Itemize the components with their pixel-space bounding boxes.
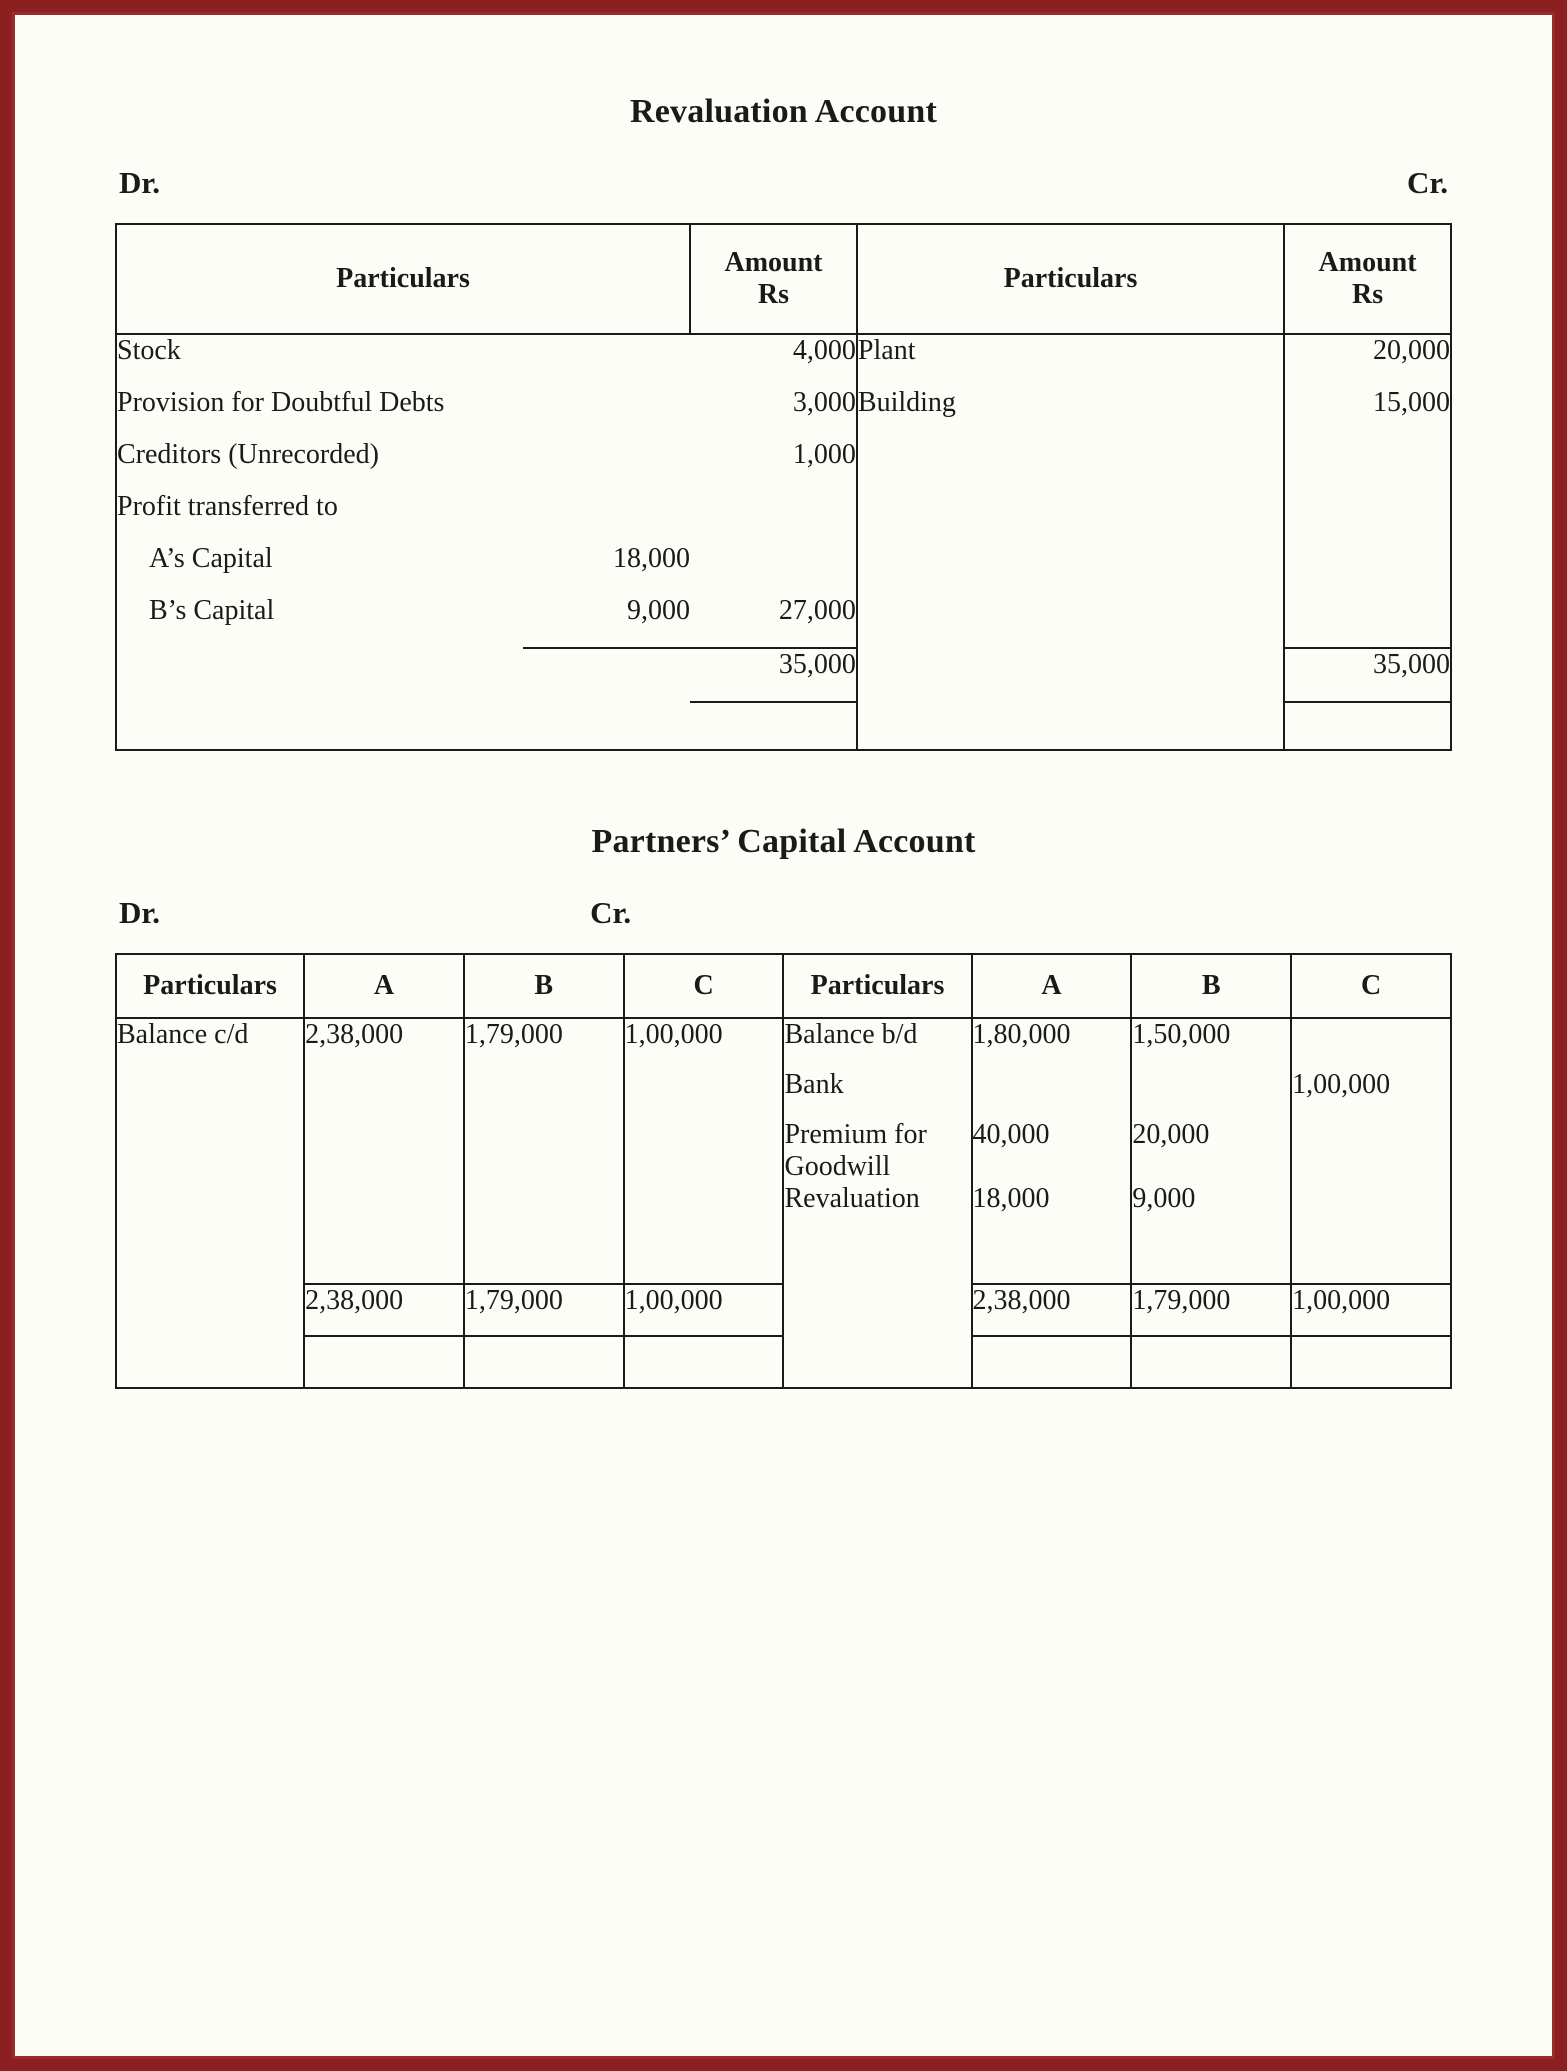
cap-cr-c-0 bbox=[1291, 1018, 1451, 1069]
capital-footer-row bbox=[116, 1336, 1451, 1388]
cap-dr-b-4 bbox=[464, 1233, 624, 1284]
amount-label-line1: Amount bbox=[724, 247, 823, 278]
rev-dr-inner-4: 18,000 bbox=[613, 543, 691, 574]
cap-footer-cell-3 bbox=[464, 1336, 624, 1388]
cap-total-dr-c: 1,00,000 bbox=[624, 1284, 784, 1336]
cap-cr-a-2: 40,000 bbox=[972, 1119, 1132, 1183]
cap-cr-particulars-0: Balance b/d bbox=[783, 1018, 971, 1069]
cap-dr-particulars-1 bbox=[116, 1069, 304, 1119]
rev-dr-particulars-0: Stock bbox=[116, 334, 523, 387]
revaluation-header-row bbox=[116, 224, 1451, 334]
rev-footer-cell-2 bbox=[523, 702, 690, 750]
cap-dr-b-1 bbox=[464, 1069, 624, 1119]
capital-drcr-labels bbox=[115, 895, 1452, 931]
table-row bbox=[116, 439, 1451, 491]
cap-cr-c-2 bbox=[1291, 1119, 1451, 1183]
rev-total-debit: 35,000 bbox=[690, 648, 857, 702]
rev-total-rule-cell bbox=[523, 648, 690, 702]
rev-cr-amount-4 bbox=[1284, 543, 1451, 595]
rev-dr-particulars-3: Profit transferred to bbox=[116, 491, 523, 543]
cap-cr-a-1 bbox=[972, 1069, 1132, 1119]
capital-account-table bbox=[115, 953, 1452, 1389]
cap-cr-particulars-2-line1: Premium for bbox=[784, 1119, 927, 1150]
revaluation-header-particulars-cr: Particulars bbox=[857, 224, 1284, 334]
table-row bbox=[116, 1069, 1451, 1119]
cap-footer-cell-5 bbox=[783, 1336, 971, 1388]
amount-cr-label-line1: Amount bbox=[1318, 247, 1417, 278]
cap-cr-b-0: 1,50,000 bbox=[1131, 1018, 1291, 1069]
rev-total-credit: 35,000 bbox=[1284, 648, 1451, 702]
rev-dr-amount-2: 1,000 bbox=[690, 439, 857, 491]
cap-total-dr-a: 2,38,000 bbox=[304, 1284, 464, 1336]
cap-cr-particulars-4 bbox=[783, 1233, 971, 1284]
capital-header-row bbox=[116, 954, 1451, 1018]
cap-total-cr-b: 1,79,000 bbox=[1131, 1284, 1291, 1336]
cap-dr-particulars-3 bbox=[116, 1183, 304, 1233]
cap-total-dr-b: 1,79,000 bbox=[464, 1284, 624, 1336]
cap-cr-b-2: 20,000 bbox=[1131, 1119, 1291, 1183]
table-row bbox=[116, 387, 1451, 439]
table-row bbox=[116, 1233, 1451, 1284]
cap-cr-c-3 bbox=[1291, 1183, 1451, 1233]
cap-dr-particulars-4 bbox=[116, 1233, 304, 1284]
rev-dr-particulars-2: Creditors (Unrecorded) bbox=[116, 439, 523, 491]
capital-header-particulars-cr: Particulars bbox=[783, 954, 971, 1018]
cap-cr-a-3: 18,000 bbox=[972, 1183, 1132, 1233]
rev-footer-cell-3 bbox=[690, 702, 857, 750]
cap-cr-c-4 bbox=[1291, 1233, 1451, 1284]
rev-cr-particulars-0: Plant bbox=[857, 334, 1284, 387]
rev-cr-particulars-3 bbox=[857, 491, 1284, 543]
rev-dr-particulars-5: B’s Capital bbox=[116, 595, 523, 648]
cap-cr-b-3: 9,000 bbox=[1131, 1183, 1291, 1233]
cap-total-cr-c: 1,00,000 bbox=[1291, 1284, 1451, 1336]
rev-dr-inner-0 bbox=[523, 334, 690, 387]
cap-cr-a-4 bbox=[972, 1233, 1132, 1284]
cap-total-cr-particulars bbox=[783, 1284, 971, 1336]
rev-dr-particulars-4: A’s Capital bbox=[116, 543, 523, 595]
rev-footer-cell-4 bbox=[857, 702, 1284, 750]
cap-footer-cell-8 bbox=[1291, 1336, 1451, 1388]
rev-dr-particulars-1: Provision for Doubtful Debts bbox=[116, 387, 523, 439]
rev-cr-particulars-1: Building bbox=[857, 387, 1284, 439]
rev-dr-inner-2 bbox=[523, 439, 690, 491]
rev-dr-amount-0: 4,000 bbox=[690, 334, 857, 387]
capital-total-row bbox=[116, 1284, 1451, 1336]
revaluation-header-amount-dr bbox=[690, 224, 857, 334]
rev-cr-particulars-2 bbox=[857, 439, 1284, 491]
table-row bbox=[116, 595, 1451, 648]
cap-footer-cell-6 bbox=[972, 1336, 1132, 1388]
table-row bbox=[116, 491, 1451, 543]
cap-cr-particulars-3: Revaluation bbox=[783, 1183, 971, 1233]
table-row bbox=[116, 1119, 1451, 1183]
capital-header-c-cr: C bbox=[1291, 954, 1451, 1018]
rev-cr-amount-1: 15,000 bbox=[1284, 387, 1451, 439]
rev-dr-amount-1: 3,000 bbox=[690, 387, 857, 439]
table-row bbox=[116, 1183, 1451, 1233]
capital-header-c-dr: C bbox=[624, 954, 784, 1018]
cap-footer-cell-7 bbox=[1131, 1336, 1291, 1388]
amount-label-line2: Rs bbox=[757, 279, 790, 310]
cap-footer-cell-1 bbox=[116, 1336, 304, 1388]
cap-total-dr-particulars bbox=[116, 1284, 304, 1336]
cap-dr-a-3 bbox=[304, 1183, 464, 1233]
cap-cr-a-0: 1,80,000 bbox=[972, 1018, 1132, 1069]
revaluation-total-row bbox=[116, 648, 1451, 702]
capital-cr-label: Cr. bbox=[590, 895, 632, 930]
table-row bbox=[116, 334, 1451, 387]
document-page bbox=[12, 12, 1555, 2059]
table-row bbox=[116, 1018, 1451, 1069]
cap-cr-b-4 bbox=[1131, 1233, 1291, 1284]
cap-footer-cell-4 bbox=[624, 1336, 784, 1388]
rev-total-blank-particulars-cr bbox=[857, 648, 1284, 702]
cap-dr-b-0: 1,79,000 bbox=[464, 1018, 624, 1069]
cap-dr-a-1 bbox=[304, 1069, 464, 1119]
rev-dr-inner-3 bbox=[523, 491, 690, 543]
rev-cr-particulars-4 bbox=[857, 543, 1284, 595]
rev-dr-inner-1 bbox=[523, 387, 690, 439]
rev-total-blank-particulars bbox=[116, 648, 523, 702]
capital-header-a-dr: A bbox=[304, 954, 464, 1018]
cap-dr-a-2 bbox=[304, 1119, 464, 1183]
cap-cr-b-1 bbox=[1131, 1069, 1291, 1119]
cap-dr-c-4 bbox=[624, 1233, 784, 1284]
cap-dr-a-4 bbox=[304, 1233, 464, 1284]
rev-dr-inner-5: 9,000 bbox=[627, 595, 691, 626]
capital-account-title: Partners’ Capital Account bbox=[591, 823, 976, 860]
revaluation-header-amount-cr bbox=[1284, 224, 1451, 334]
capital-header-a-cr: A bbox=[972, 954, 1132, 1018]
cap-dr-c-3 bbox=[624, 1183, 784, 1233]
revaluation-dr-label: Dr. bbox=[119, 165, 161, 200]
cap-footer-cell-2 bbox=[304, 1336, 464, 1388]
capital-dr-label: Dr. bbox=[119, 895, 161, 930]
document-body bbox=[15, 15, 1552, 1389]
rev-cr-amount-0: 20,000 bbox=[1284, 334, 1451, 387]
cap-dr-b-2 bbox=[464, 1119, 624, 1183]
revaluation-header-particulars-dr: Particulars bbox=[116, 224, 690, 334]
cap-dr-c-1 bbox=[624, 1069, 784, 1119]
revaluation-cr-label: Cr. bbox=[1406, 165, 1448, 200]
cap-cr-particulars-1: Bank bbox=[783, 1069, 971, 1119]
revaluation-footer-row bbox=[116, 702, 1451, 750]
cap-total-cr-a: 2,38,000 bbox=[972, 1284, 1132, 1336]
capital-header-particulars-dr: Particulars bbox=[116, 954, 304, 1018]
cap-dr-a-0: 2,38,000 bbox=[304, 1018, 464, 1069]
revaluation-account-title: Revaluation Account bbox=[630, 93, 937, 130]
cap-dr-b-3 bbox=[464, 1183, 624, 1233]
cap-dr-c-2 bbox=[624, 1119, 784, 1183]
rev-cr-amount-5 bbox=[1284, 595, 1451, 648]
rev-cr-particulars-5 bbox=[857, 595, 1284, 648]
amount-cr-label-line2: Rs bbox=[1351, 279, 1384, 310]
revaluation-drcr-labels bbox=[115, 165, 1452, 201]
rev-dr-amount-4 bbox=[690, 543, 857, 595]
rev-dr-amount-3 bbox=[690, 491, 857, 543]
table-row bbox=[116, 543, 1451, 595]
cap-cr-particulars-2 bbox=[783, 1119, 971, 1183]
cap-dr-particulars-2 bbox=[116, 1119, 304, 1183]
cap-dr-c-0: 1,00,000 bbox=[624, 1018, 784, 1069]
cap-dr-particulars-0: Balance c/d bbox=[116, 1018, 304, 1069]
rev-cr-amount-3 bbox=[1284, 491, 1451, 543]
rev-footer-cell-1 bbox=[116, 702, 523, 750]
rev-cr-amount-2 bbox=[1284, 439, 1451, 491]
capital-header-b-dr: B bbox=[464, 954, 624, 1018]
cap-cr-particulars-2-line2: Goodwill bbox=[784, 1151, 891, 1182]
rev-dr-amount-5: 27,000 bbox=[690, 595, 857, 648]
revaluation-account-table bbox=[115, 223, 1452, 751]
cap-cr-c-1: 1,00,000 bbox=[1291, 1069, 1451, 1119]
capital-header-b-cr: B bbox=[1131, 954, 1291, 1018]
rev-footer-cell-5 bbox=[1284, 702, 1451, 750]
